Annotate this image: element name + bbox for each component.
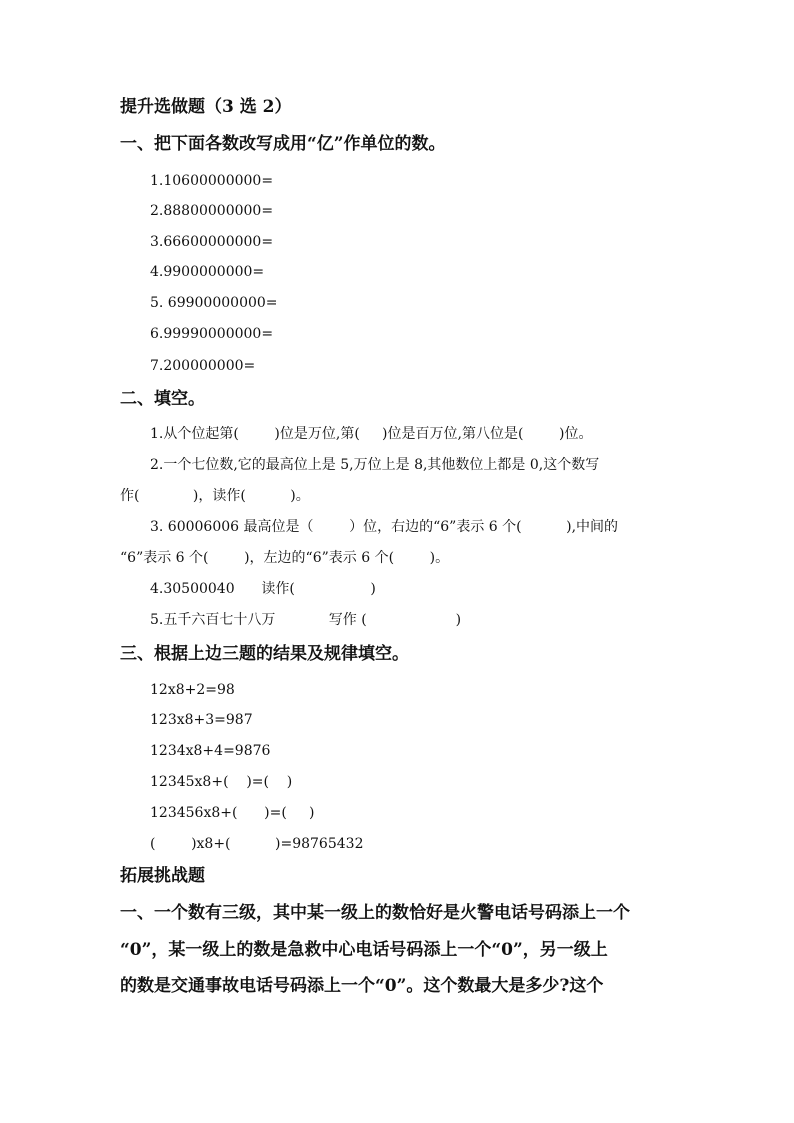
section-3-heading: 三、根据上边三题的结果及规律填空。 [120,644,409,664]
fill-blank-q3-line2: “6”表示 6 个( )，左边的“6”表示 6 个( )。 [120,550,450,566]
section-1-item: 7.200000000= [150,358,256,374]
pattern-line: 1234x8+4=9876 [150,743,271,759]
section-1-item: 2.88800000000= [150,203,274,219]
section-1-item: 5. 69900000000= [150,295,278,311]
section-1-item: 6.99990000000= [150,326,274,342]
fill-blank-q2-line1: 2.一个七位数,它的最高位上是 5,万位上是 8,其他数位上都是 0,这个数写 [150,457,600,473]
fill-blank-q1: 1.从个位起第( )位是万位,第( )位是百万位,第八位是( )位。 [150,426,593,442]
section-1-item: 4.9900000000= [150,264,265,280]
extension-paragraph-line: 的数是交通事故电话号码添上一个“0”。这个数最大是多少?这个 [120,976,604,996]
section-1-heading: 一、把下面各数改写成用“亿”作单位的数。 [120,134,446,154]
fill-blank-q4: 4.30500040 读作( ) [150,581,376,597]
fill-blank-q5: 5.五千六百七十八万 写作 ( ) [150,612,462,628]
pattern-line: 12345x8+( )=( ) [150,774,293,790]
page-title: 提升选做题（3 选 2） [120,97,292,117]
pattern-line: 123456x8+( )=( ) [150,805,315,821]
pattern-line: 123x8+3=987 [150,712,253,728]
fill-blank-q3-line1: 3. 60006006 最高位是（ ）位，右边的“6”表示 6 个( ),中间的 [150,519,619,535]
section-1-item: 1.10600000000= [150,173,274,189]
section-2-heading: 二、填空。 [120,389,205,409]
extension-paragraph-line: “0”，某一级上的数是急救中心电话号码添上一个“0”，另一级上 [120,940,608,960]
pattern-line: 12x8+2=98 [150,682,235,698]
section-1-item: 3.66600000000= [150,234,274,250]
pattern-line: ( )x8+( )=98765432 [150,836,364,852]
extension-paragraph-line: 一、一个数有三级，其中某一级上的数恰好是火警电话号码添上一个 [120,903,630,923]
extension-title: 拓展挑战题 [120,866,205,886]
fill-blank-q2-line2: 作( )，读作( )。 [120,488,310,504]
